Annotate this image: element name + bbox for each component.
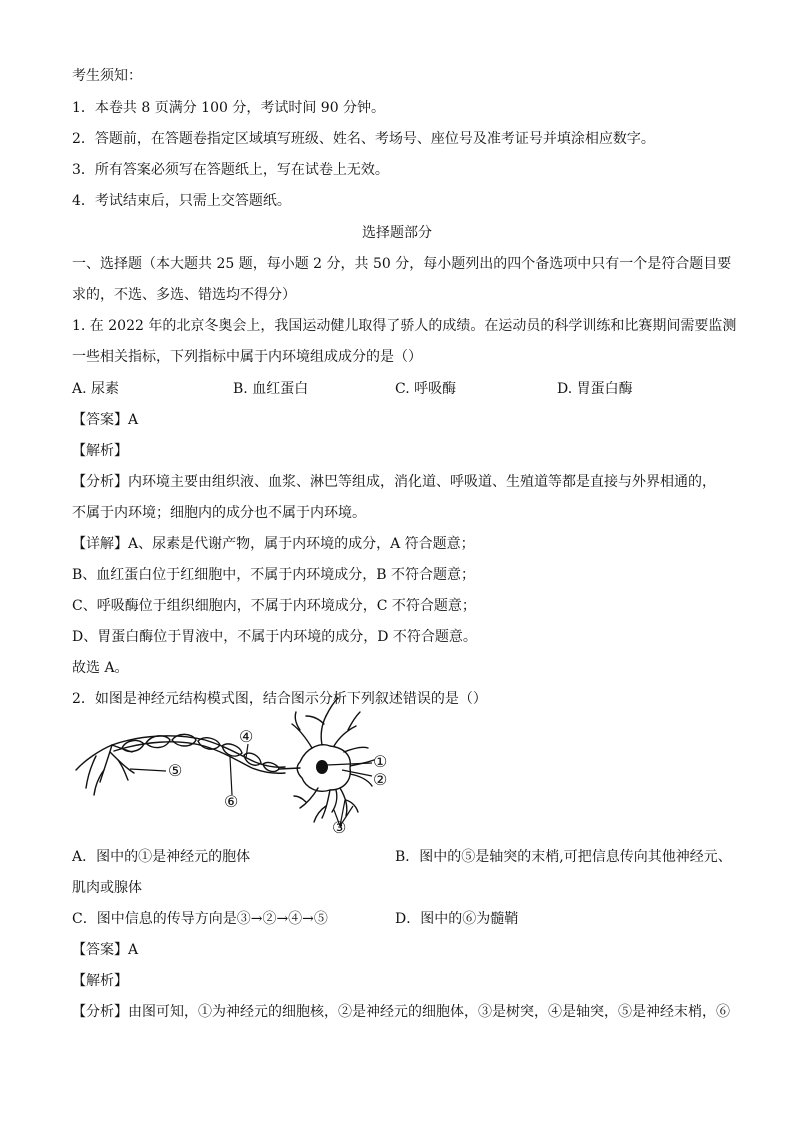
q1-option-c: C. 呼吸酶 [395, 381, 457, 397]
figure-label-3: ③ [332, 818, 347, 837]
figure-label-2: ② [373, 770, 388, 789]
q1-analysis-1: 【分析】内环境主要由组织液、血浆、淋巴等组成，消化道、呼吸道、生殖道等都是直接与外界相通的， [72, 474, 716, 490]
figure-label-1: ① [373, 752, 388, 771]
q1-option-d: D. 胃蛋白酶 [557, 381, 633, 397]
q1-option-a: A. 尿素 [72, 381, 120, 397]
section-intro-2: 求的，不选、多选、错选均不得分） [72, 287, 296, 303]
q2-option-a: A．图中的①是神经元的胞体 [72, 849, 251, 865]
q1-detail-1: 【详解】A、尿素是代谢产物，属于内环境的成分，A 符合题意； [72, 536, 475, 552]
q1-detail-2: B、血红蛋白位于红细胞中，不属于内环境成分，B 不符合题意； [72, 567, 476, 583]
notice-item-2: 2．答题前，在答题卷指定区域填写班级、姓名、考场号、座位号及准考证号并填涂相应数字。 [72, 131, 655, 147]
figure-label-4: ④ [239, 727, 254, 746]
q2-option-c: C．图中信息的传导方向是③→②→④→⑤ [72, 911, 328, 927]
q2-analysis: 【分析】由图可知，①为神经元的细胞核，②是神经元的细胞体，③是树突，④是轴突，⑤是神经末梢，⑥ [72, 1004, 730, 1020]
section-title: 选择题部分 [362, 225, 432, 241]
q2-stem: 2．如图是神经元结构模式图，结合图示分析下列叙述错误的是（） [72, 691, 487, 707]
section-intro-1: 一、选择题（本大题共 25 题，每小题 2 分，共 50 分，每小题列出的四个备选项中只有一个是符合题目要 [72, 256, 732, 272]
q2-option-b-2: 肌肉或腺体 [72, 880, 142, 896]
q1-detail-3: C、呼吸酶位于组织细胞内，不属于内环境成分，C 不符合题意； [72, 598, 476, 614]
q2-analysis-label: 【解析】 [72, 973, 128, 989]
figure-label-5: ⑤ [168, 761, 183, 780]
q1-analysis-label: 【解析】 [72, 443, 128, 459]
figure-label-6: ⑥ [224, 792, 239, 811]
notice-title: 考生须知： [72, 68, 142, 84]
q1-stem-1: 1. 在 2022 年的北京冬奥会上，我国运动健儿取得了骄人的成绩。在运动员的科学训练和比赛期间需要监测 [72, 318, 737, 334]
q1-stem-2: 一些相关指标，下列指标中属于内环境组成成分的是（） [72, 349, 422, 365]
notice-item-4: 4．考试结束后，只需上交答题纸。 [72, 193, 291, 209]
q1-analysis-2: 不属于内环境；细胞内的成分也不属于内环境。 [72, 505, 366, 521]
notice-item-1: 1．本卷共 8 页满分 100 分，考试时间 90 分钟。 [72, 100, 386, 116]
q1-answer: 【答案】A [72, 412, 139, 428]
q2-answer: 【答案】A [72, 942, 139, 958]
q1-detail-4: D、胃蛋白酶位于胃液中，不属于内环境的成分，D 不符合题意。 [72, 629, 477, 645]
notice-item-3: 3．所有答案必须写在答题纸上，写在试卷上无效。 [72, 162, 389, 178]
q1-option-b: B. 血红蛋白 [233, 381, 309, 397]
q1-detail-5: 故选 A。 [72, 660, 129, 676]
q2-option-b-1: B．图中的⑤是轴突的末梢,可把信息传向其他神经元、 [395, 849, 732, 865]
q2-option-d: D．图中的⑥为髓鞘 [395, 911, 519, 927]
